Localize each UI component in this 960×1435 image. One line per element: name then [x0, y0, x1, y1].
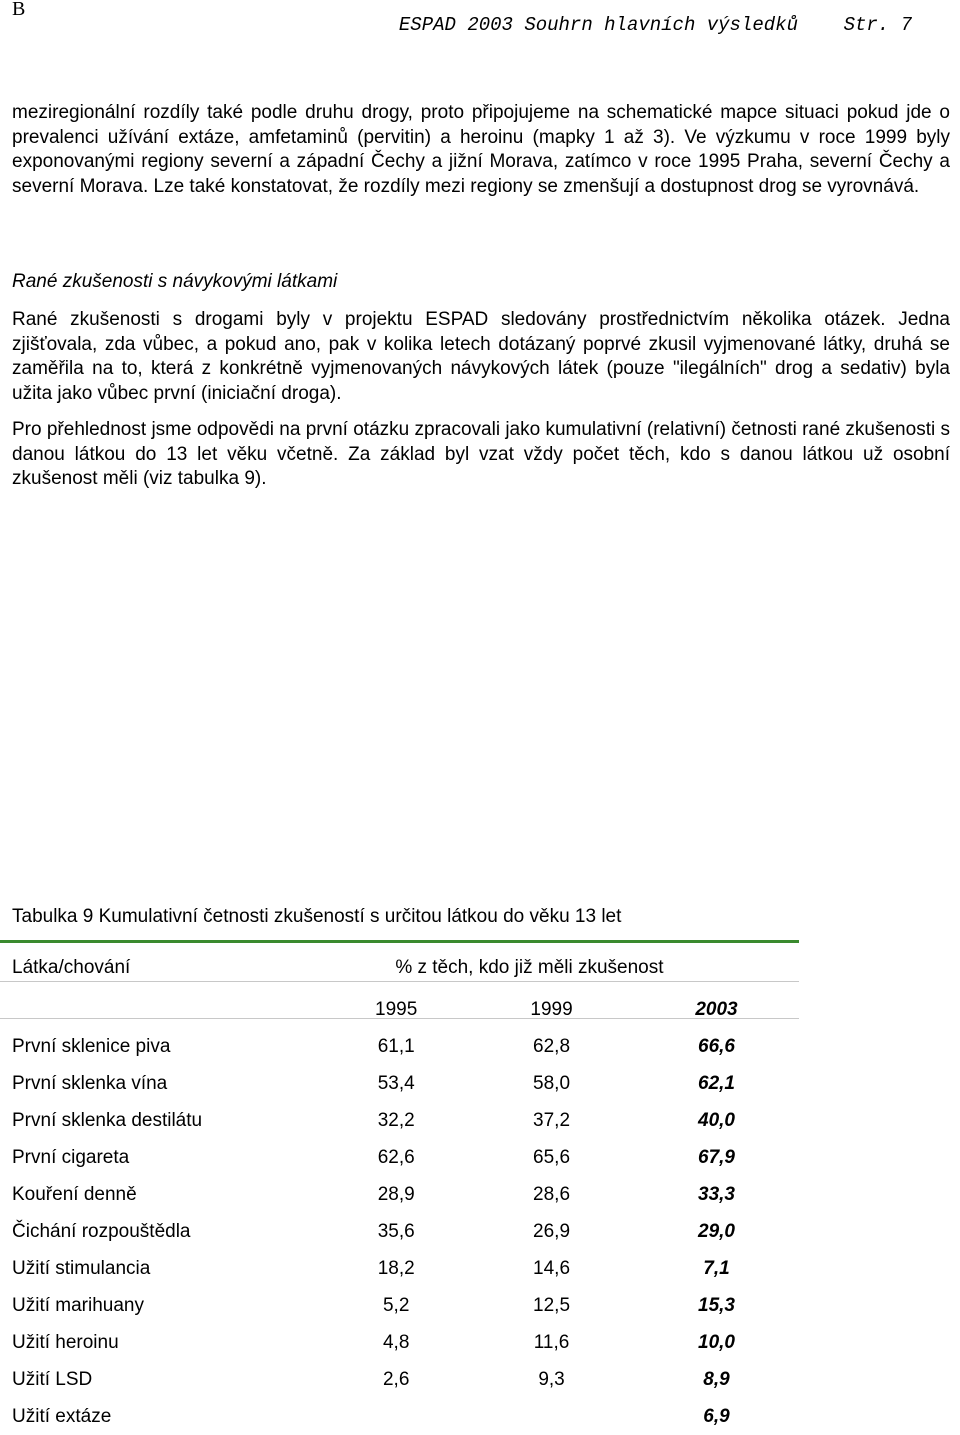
paragraph-early-experience: Rané zkušenosti s drogami byly v projektu ESPAD sledovány prostřednictvím několika otázek. Jedna zjišťovala, zda vůbec, a pokud ano, pak v kolika letech dotázaný poprvé zkusil vyjmenované látky, druhá se zaměřila na to, která z konkrétně vyjmenovaných návykových látek (pouze "ilegálních" drog a sedativ) byla užita jako vůbec první (iniciační droga). [12, 309, 950, 404]
row-label: Užití heroinu [12, 1331, 119, 1353]
table-row [0, 1176, 799, 1213]
table-row [0, 1287, 799, 1324]
row-label: Užití stimulancia [12, 1257, 151, 1279]
table-row [0, 1213, 799, 1250]
value-1999: 62,8 [533, 1035, 571, 1057]
paragraph-cumulative-method: Pro přehlednost jsme odpovědi na první otázku zpracovali jako kumulativní (relativní) četnosti rané zkušenosti s danou látkou do 13 let věku včetně. Za základ byl vzat vždy počet těch, kdo s danou látkou už osobní zkušenost měli (viz tabulka 9). [12, 419, 950, 489]
col-header-group: % z těch, kdo již měli zkušenost [395, 956, 664, 978]
table-row [0, 1398, 799, 1435]
value-2003: 33,3 [698, 1183, 735, 1205]
cumulative-frequency-table [0, 943, 799, 1435]
value-2003: 10,0 [698, 1331, 735, 1353]
value-1995: 53,4 [377, 1072, 415, 1094]
year-1999: 1999 [530, 999, 573, 1020]
year-2003: 2003 [695, 999, 738, 1020]
value-1999: 37,2 [533, 1109, 571, 1131]
value-1995: 4,8 [382, 1331, 410, 1353]
value-2003: 7,1 [703, 1257, 730, 1279]
years-row-blank [0, 992, 323, 1028]
value-2003: 6,9 [703, 1405, 730, 1427]
value-2003: 15,3 [698, 1294, 735, 1316]
table-row [0, 1361, 799, 1398]
table-row [0, 1102, 799, 1139]
value-1995: 61,1 [377, 1035, 415, 1057]
value-2003: 66,6 [698, 1035, 735, 1057]
row-label: Kouření denně [12, 1183, 137, 1205]
value-2003: 40,0 [698, 1109, 735, 1131]
table-data-rows [0, 1028, 799, 1435]
table-years-row [0, 992, 799, 1028]
table-row [0, 1324, 799, 1361]
row-label: Užití LSD [12, 1368, 93, 1390]
value-2003: 62,1 [698, 1072, 735, 1094]
table-header-row [0, 943, 799, 992]
value-1999: 58,0 [533, 1072, 571, 1094]
value-1999 [469, 1398, 634, 1435]
row-label: Užití extáze [12, 1405, 112, 1427]
corner-mark: B [12, 0, 26, 20]
value-1999: 26,9 [533, 1220, 571, 1242]
row-label: První cigareta [12, 1146, 130, 1168]
value-1999: 9,3 [538, 1368, 565, 1390]
section-heading: Rané zkušenosti s návykovými látkami [12, 271, 338, 292]
value-1995: 35,6 [377, 1220, 415, 1242]
running-header: ESPAD 2003 Souhrn hlavních výsledků Str. 7 [398, 14, 912, 36]
table-body [0, 943, 799, 1028]
col-header-substance: Látka/chování [12, 956, 131, 978]
value-1999: 14,6 [533, 1257, 571, 1279]
value-2003: 8,9 [703, 1368, 730, 1390]
table-caption: Tabulka 9 Kumulativní četnosti zkušeností s určitou látkou do věku 13 let [12, 906, 622, 927]
row-label: První sklenice piva [12, 1035, 171, 1057]
row-label: Čichání rozpouštědla [12, 1220, 191, 1242]
value-2003: 29,0 [698, 1220, 735, 1242]
value-1995: 32,2 [377, 1109, 415, 1131]
value-1995: 62,6 [377, 1146, 415, 1168]
value-1995: 28,9 [377, 1183, 415, 1205]
value-1995: 2,6 [382, 1368, 410, 1390]
value-1995: 5,2 [382, 1294, 410, 1316]
value-1999: 12,5 [533, 1294, 571, 1316]
value-1995: 18,2 [377, 1257, 415, 1279]
value-1995 [323, 1398, 469, 1435]
row-label: Užití marihuany [12, 1294, 144, 1316]
table-row [0, 1250, 799, 1287]
table-row [0, 1028, 799, 1065]
value-2003: 67,9 [698, 1146, 735, 1168]
row-label: První sklenka destilátu [12, 1109, 203, 1131]
year-1995: 1995 [375, 999, 418, 1020]
table-row [0, 1065, 799, 1102]
value-1999: 28,6 [533, 1183, 571, 1205]
row-label: První sklenka vína [12, 1072, 168, 1094]
paragraph-regional-differences: meziregionální rozdíly také podle druhu drogy, proto připojujeme na schematické mapce situaci pokud jde o prevalenci užívání extáze, amfetaminů (pervitin) a heroinu (mapky 1 až 3). Ve výzkumu v roce 1999 byly exponovanými regiony severní a západní Čechy a jižní Morava, zatímco v roce 1995 Praha, severní Čechy a severní Morava. Lze také konstatovat, že rozdíly mezi regiony se zmenšují a dostupnost drog se vyrovnává. [12, 102, 950, 197]
table-row [0, 1139, 799, 1176]
value-1999: 65,6 [533, 1146, 571, 1168]
value-1999: 11,6 [533, 1331, 570, 1353]
